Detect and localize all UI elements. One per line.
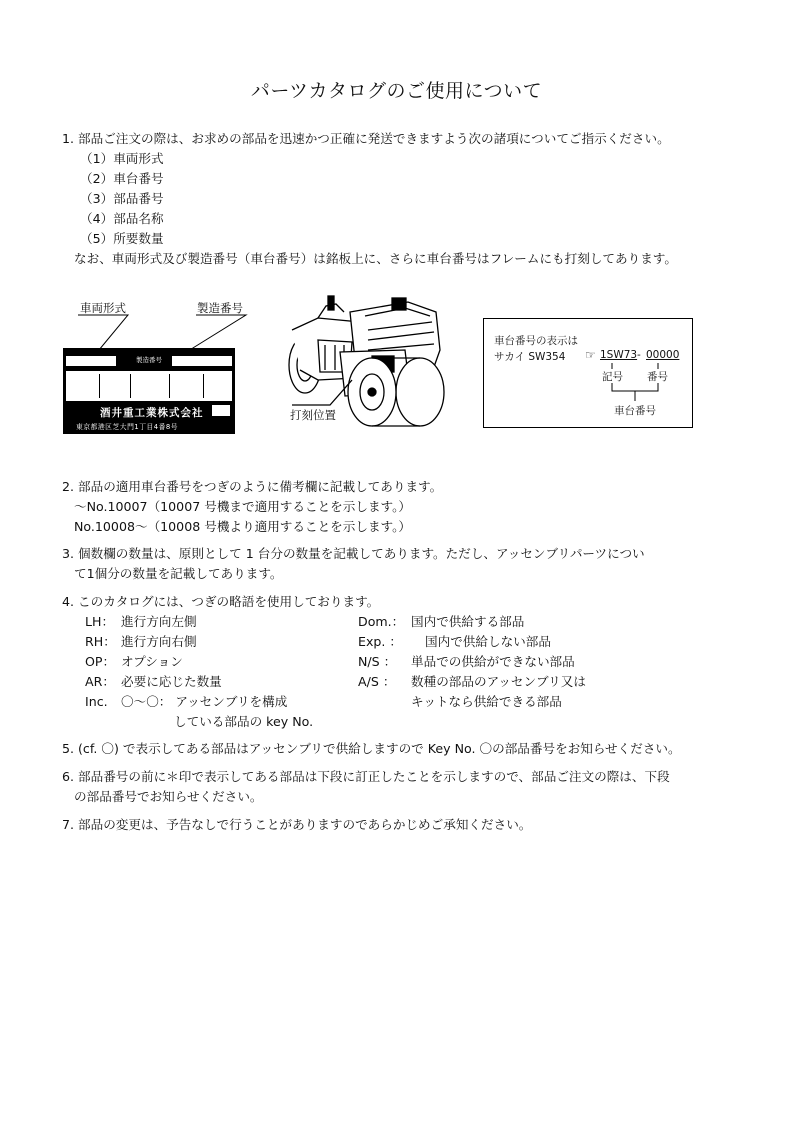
abbr-key: Dom.： bbox=[358, 614, 405, 629]
serial-code-number: 00000 bbox=[646, 349, 680, 361]
abbr-desc: 単品での供給ができない部品 bbox=[411, 654, 575, 669]
section1-item: （5）所要数量 bbox=[80, 231, 164, 246]
section7-line: 7. 部品の変更は、予告なしで行うことがありますのであらかじめご承知ください。 bbox=[62, 817, 532, 832]
plate-label-serial: 製造番号 bbox=[197, 301, 243, 315]
pointer-icon: ☞ bbox=[585, 348, 596, 362]
abbr-desc: 必要に応じた数量 bbox=[121, 674, 222, 689]
serial-label-number: 番号 bbox=[647, 371, 668, 383]
abbr-desc: 国内で供給する部品 bbox=[411, 614, 525, 629]
section6-line: の部品番号でお知らせください。 bbox=[74, 789, 263, 804]
abbr-key: N/S ： bbox=[358, 654, 397, 669]
plate-address: 東京都港区芝大門1丁目4番8号 bbox=[76, 423, 179, 431]
section1-item: （1）車両形式 bbox=[80, 151, 164, 166]
serial-code-dash: - bbox=[637, 349, 641, 361]
section2-line: ～No.10007（10007 号機まで適用することを示します。） bbox=[74, 499, 412, 514]
section2-intro: 2. 部品の適用車台番号をつぎのように備考欄に記載してあります。 bbox=[62, 479, 443, 494]
serial-box-heading: 車台番号の表示は bbox=[494, 335, 578, 347]
page-title: パーツカタログのご使用について bbox=[250, 80, 543, 102]
abbr-desc: 進行方向左側 bbox=[121, 614, 197, 629]
plate-label-model: 車両形式 bbox=[80, 301, 126, 315]
abbr-key: AR： bbox=[85, 674, 115, 689]
abbr-desc-cont: している部品の key No. bbox=[174, 714, 314, 729]
section1-note: なお、車両形式及び製造番号（車台番号）は銘板上に、さらに車台番号はフレームにも打刻してあります。 bbox=[74, 251, 677, 266]
plate-serial-caption: 製造番号 bbox=[136, 356, 162, 364]
serial-number-box bbox=[483, 318, 693, 428]
abbr-key: Exp. ： bbox=[358, 634, 403, 649]
section1-intro: 1. 部品ご注文の際は、お求めの部品を迅速かつ正確に発送できますよう次の諸項についてご指示ください。 bbox=[62, 131, 670, 146]
section4-intro: 4. このカタログには、つぎの略語を使用しております。 bbox=[62, 594, 380, 609]
abbr-key: RH： bbox=[85, 634, 116, 649]
abbr-desc: 〇～〇： アッセンブリを構成 bbox=[121, 694, 288, 709]
abbr-desc: 数種の部品のアッセンブリ又は bbox=[411, 674, 586, 689]
section1-item: （2）車台番号 bbox=[80, 171, 164, 186]
abbr-key: LH： bbox=[85, 614, 115, 629]
section2-line: No.10008～（10008 号機より適用することを示します。） bbox=[74, 519, 412, 534]
abbr-desc: 進行方向右側 bbox=[121, 634, 197, 649]
section6-line: 6. 部品番号の前に＊印で表示してある部品は下段に訂正したことを示しますので、部品ご注文の際は、下段 bbox=[62, 769, 670, 784]
section1-item: （3）部品番号 bbox=[80, 191, 164, 206]
stamp-position-label: 打刻位置 bbox=[290, 408, 336, 422]
serial-box-model: サカイ SW354 bbox=[494, 351, 566, 363]
plate-company: 酒井重工業株式会社 bbox=[100, 407, 204, 419]
abbr-key: Inc. bbox=[85, 694, 108, 709]
serial-code-symbol: 1SW73 bbox=[600, 349, 638, 361]
abbr-key: OP： bbox=[85, 654, 116, 669]
serial-label-total: 車台番号 bbox=[614, 405, 656, 417]
abbr-desc: 国内で供給しない部品 bbox=[425, 634, 551, 649]
serial-bracket-lines bbox=[484, 319, 694, 429]
section3-line: 3. 個数欄の数量は、原則として 1 台分の数量を記載してあります。ただし、アッセンブリパーツについ bbox=[62, 546, 645, 561]
abbr-desc-cont: キットなら供給できる部品 bbox=[411, 694, 562, 709]
section3-line: て1個分の数量を記載してあります。 bbox=[74, 566, 283, 581]
abbr-key: A/S ： bbox=[358, 674, 396, 689]
abbr-desc: オプション bbox=[121, 654, 183, 669]
section5-line: 5. (cf. 〇) で表示してある部品はアッセンブリで供給しますので Key No. 〇の部品番号をお知らせください。 bbox=[62, 741, 681, 756]
section1-item: （4）部品名称 bbox=[80, 211, 164, 226]
serial-label-symbol: 記号 bbox=[602, 371, 623, 383]
